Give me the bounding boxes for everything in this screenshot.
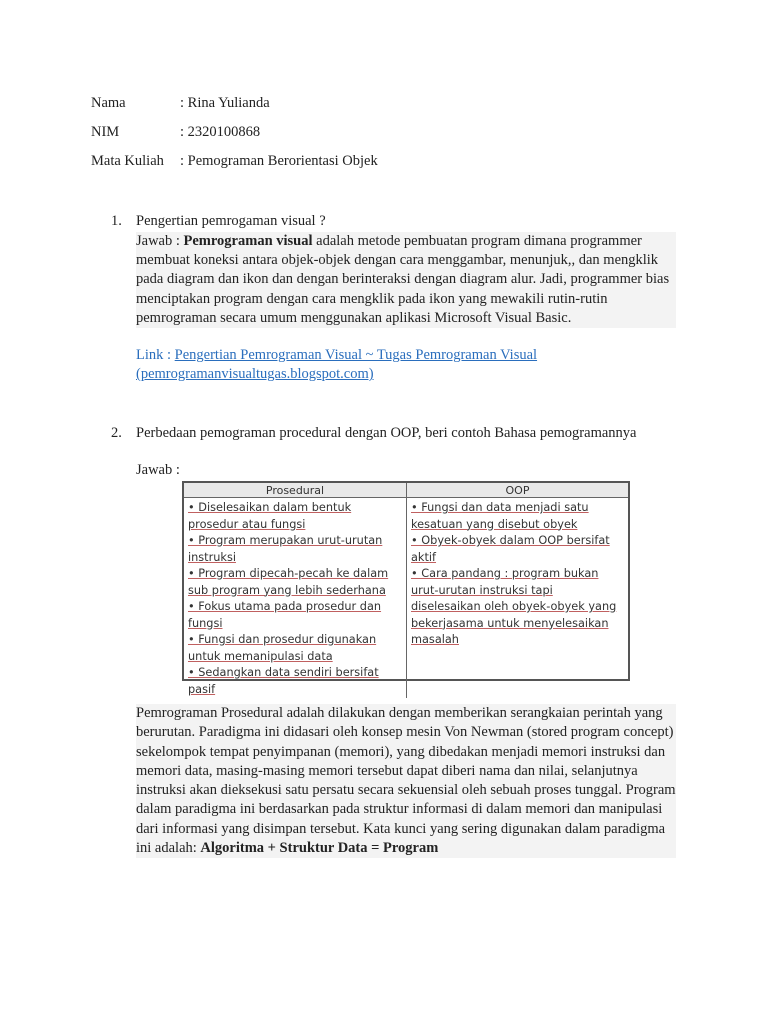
oop-list bbox=[411, 500, 624, 649]
oop-cell bbox=[407, 498, 629, 699]
procedural-formula: Algoritma + Struktur Data = Program bbox=[200, 840, 439, 857]
answer-1-prefix: Jawab : bbox=[136, 233, 184, 249]
prosedural-list bbox=[188, 500, 402, 698]
oop-item: • Fungsi dan data menjadi satu kesatuan yang disebut obyek bbox=[411, 501, 589, 531]
reference-link[interactable]: Pengertian Pemrograman Visual ~ Tugas Pemrograman Visual (pemrogramanvisualtugas.blogspot.com) bbox=[136, 347, 538, 383]
prosedural-item: • Sedangkan data sendiri bersifat pasif bbox=[188, 666, 379, 696]
question-1-number: 1. bbox=[111, 213, 122, 229]
table-header-oop: OOP bbox=[407, 483, 629, 498]
answer-1-link-block bbox=[136, 346, 676, 384]
nim-label: NIM bbox=[91, 124, 120, 140]
procedural-paragraph-text: Pemrograman Prosedural adalah dilakukan dengan memberikan serangkaian perintah yang berurutan. Paradigma ini didasari oleh konsep mesin Von Newman (stored program concept) sekelompok tempat penyimpanan (memori), yang dibedakan menjadi memori instruksi dan memori data, masing-masing memori tersebut dapat diberi nama dan nilai, selanjutnya instruksi akan dieksekusi satu persatu secara sekuensial oleh sebuah proses tunggal. Program dalam paradigma ini berdasarkan pada struktur informasi di dalam memori dan manipulasi dari informasi yang disimpan tersebut. Kata kunci yang sering digunakan dalam paradigma ini adalah: bbox=[136, 705, 676, 857]
prosedural-item: • Diselesaikan dalam bentuk prosedur atau fungsi bbox=[188, 501, 352, 531]
answer-1-term: Pemrograman visual bbox=[183, 233, 313, 249]
answer-2-label bbox=[136, 461, 676, 480]
nama-value: : Rina Yulianda bbox=[180, 95, 270, 111]
oop-item: • Cara pandang : program bukan urut-urutan instruksi tapi diselesaikan oleh obyek-obyek yang bekerjasama untuk menyelesaikan masalah bbox=[411, 567, 617, 646]
prosedural-item: • Program dipecah-pecah ke dalam sub program yang lebih sederhana bbox=[188, 567, 389, 597]
table-header-prosedural: Prosedural bbox=[184, 483, 407, 498]
prosedural-item: • Fokus utama pada prosedur dan fungsi bbox=[188, 600, 382, 630]
answer-1 bbox=[136, 232, 676, 328]
question-1-text: Pengertian pemrogaman visual ? bbox=[136, 213, 326, 229]
oop-item: • Obyek-obyek dalam OOP bersifat aktif bbox=[411, 534, 610, 564]
prosedural-item: • Program merupakan urut-urutan instruksi bbox=[188, 534, 383, 564]
nim-value: : 2320100868 bbox=[180, 124, 261, 140]
prosedural-item: • Fungsi dan prosedur digunakan untuk memanipulasi data bbox=[188, 633, 377, 663]
matkul-value: : Pemograman Berorientasi Objek bbox=[180, 153, 378, 169]
procedural-paragraph bbox=[136, 704, 676, 858]
question-2-text: Perbedaan pemograman procedural dengan OOP, beri contoh Bahasa pemogramannya bbox=[136, 425, 637, 441]
comparison-table-grid bbox=[184, 483, 628, 698]
comparison-table bbox=[182, 481, 630, 696]
link-label: Link : bbox=[136, 347, 175, 363]
question-2-number: 2. bbox=[111, 425, 122, 441]
answer-2-prefix: Jawab : bbox=[136, 462, 180, 478]
answer-1-text: adalah metode pembuatan program dimana programmer membuat koneksi antara objek-objek dengan cara menggambar, menunjuk,, dan mengklik pada diagram dan ikon dan dengan berinteraksi dengan diagram alur. Jadi, programmer bias menciptakan program dengan cara mengklik pada ikon yang mewakili rutin-rutin pemrograman secara umum menggunakan aplikasi Microsoft Visual Basic. bbox=[136, 233, 670, 326]
prosedural-cell bbox=[184, 498, 407, 699]
nama-label: Nama bbox=[91, 95, 126, 111]
matkul-label: Mata Kuliah bbox=[91, 153, 164, 169]
